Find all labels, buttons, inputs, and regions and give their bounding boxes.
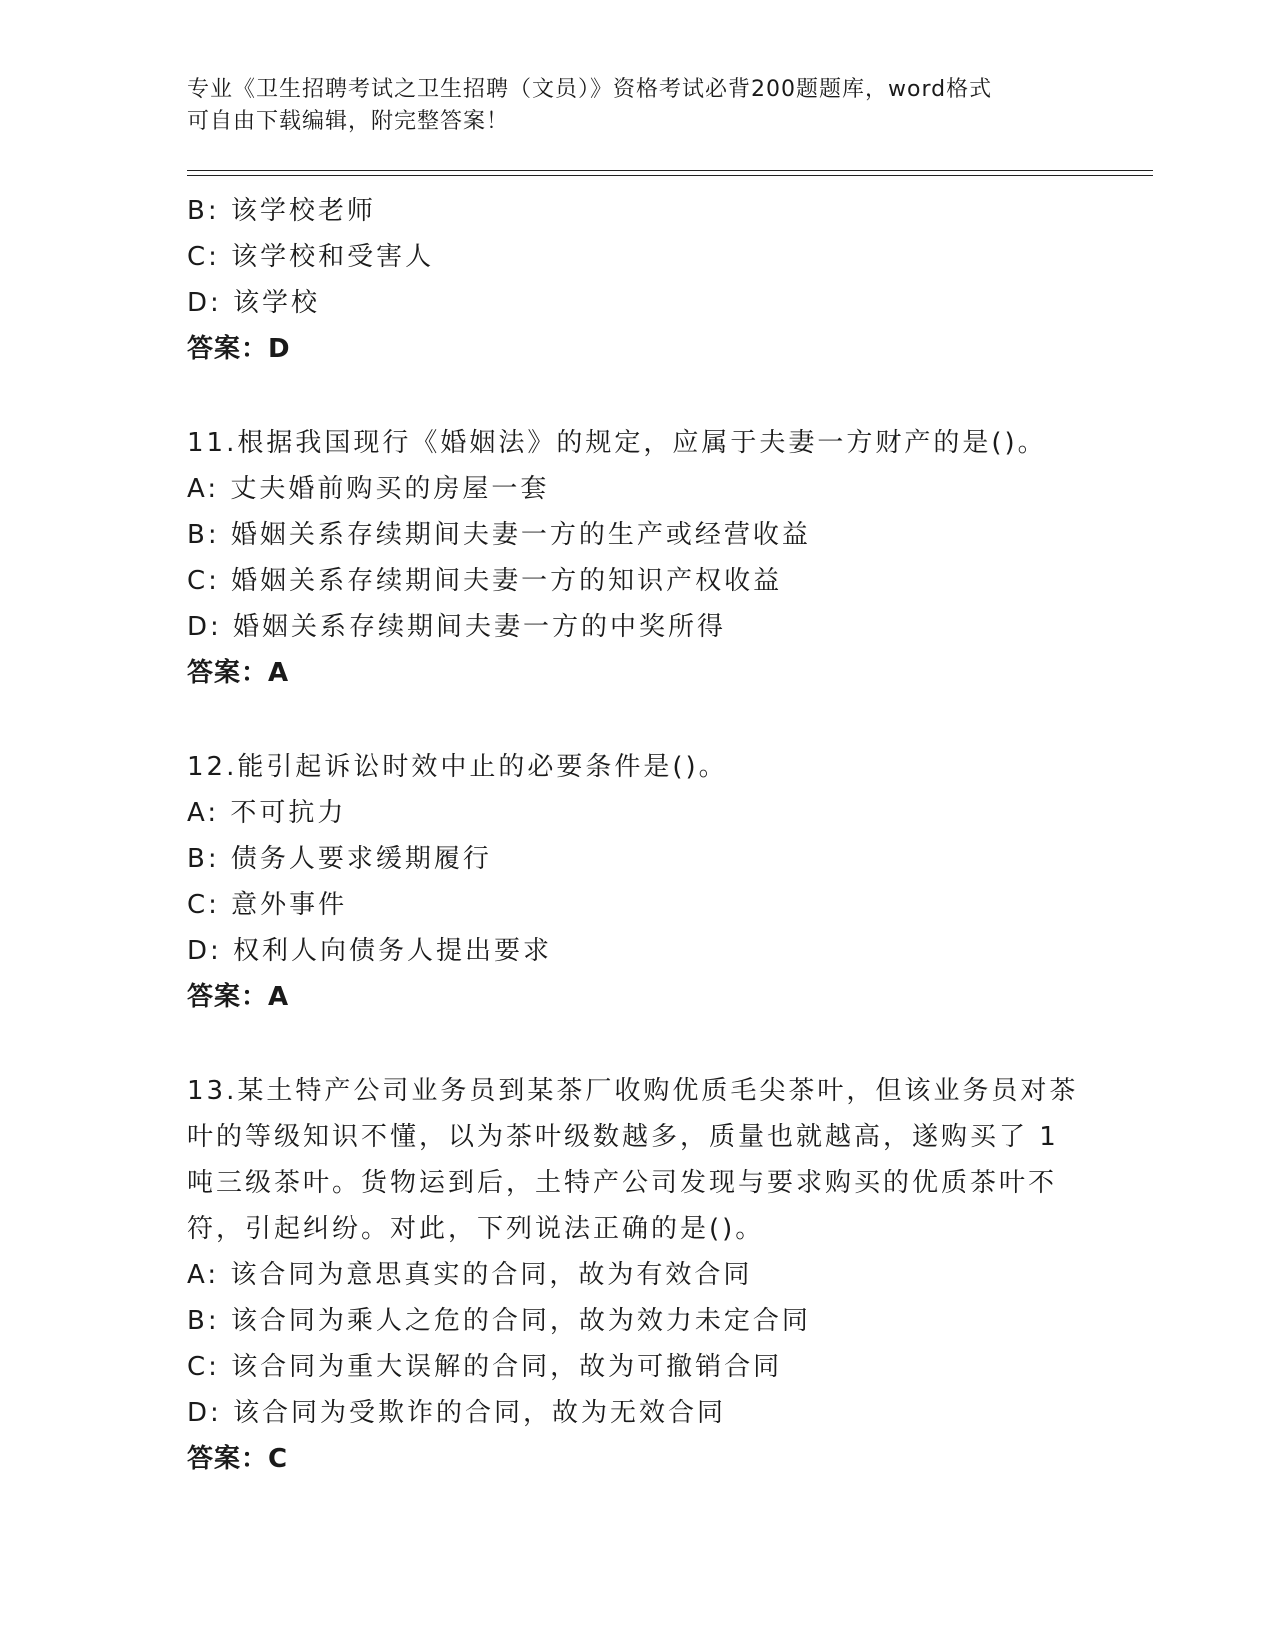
question-text-line-1: 13.某土特产公司业务员到某茶厂收购优质毛尖茶叶，但该业务员对茶: [187, 1076, 1079, 1106]
option-a: A: 丈夫婚前购买的房屋一套: [187, 474, 550, 504]
header-title-line-1: 专业《卫生招聘考试之卫生招聘（文员）》资格考试必背200题题库，word格式: [187, 77, 993, 102]
page-header: [187, 74, 1067, 138]
option-c: C: 婚姻关系存续期间夫妻一方的知识产权收益: [187, 566, 783, 596]
header-divider-bottom: [187, 175, 1153, 176]
option-c: C: 该合同为重大误解的合同，故为可撤销合同: [187, 1352, 783, 1382]
option-b: B: 该学校老师: [187, 196, 376, 226]
question-text: 12.能引起诉讼时效中止的必要条件是()。: [187, 752, 728, 782]
answer-line: 答案：D: [187, 334, 291, 364]
option-d: D: 该合同为受欺诈的合同，故为无效合同: [187, 1398, 727, 1428]
header-title-line-2: 可自由下载编辑，附完整答案！: [187, 109, 510, 134]
question-13: [187, 1068, 1087, 1482]
question-11: [187, 420, 1087, 696]
option-c: C: 意外事件: [187, 890, 348, 920]
option-d: D: 婚姻关系存续期间夫妻一方的中奖所得: [187, 612, 727, 642]
option-a: A: 不可抗力: [187, 798, 347, 828]
option-b: B: 婚姻关系存续期间夫妻一方的生产或经营收益: [187, 520, 811, 550]
header-divider-top: [187, 170, 1153, 171]
option-d: D: 该学校: [187, 288, 321, 318]
answer-line: 答案：A: [187, 658, 290, 688]
option-a: A: 该合同为意思真实的合同，故为有效合同: [187, 1260, 753, 1290]
question-content: [187, 188, 1087, 1482]
option-c: C: 该学校和受害人: [187, 242, 435, 272]
question-continued: [187, 188, 1087, 372]
option-b: B: 该合同为乘人之危的合同，故为效力未定合同: [187, 1306, 811, 1336]
question-12: [187, 744, 1087, 1020]
question-text-line-4: 符，引起纠纷。对此，下列说法正确的是()。: [187, 1214, 765, 1244]
answer-line: 答案：A: [187, 982, 290, 1012]
question-text-line-2: 叶的等级知识不懂，以为茶叶级数越多，质量也就越高，遂购买了 1: [187, 1122, 1059, 1152]
question-text: 11.根据我国现行《婚姻法》的规定，应属于夫妻一方财产的是()。: [187, 428, 1047, 458]
option-b: B: 债务人要求缓期履行: [187, 844, 492, 874]
option-d: D: 权利人向债务人提出要求: [187, 936, 553, 966]
question-text-line-3: 吨三级茶叶。货物运到后，土特产公司发现与要求购买的优质茶叶不: [187, 1168, 1058, 1198]
answer-line: 答案：C: [187, 1444, 289, 1474]
